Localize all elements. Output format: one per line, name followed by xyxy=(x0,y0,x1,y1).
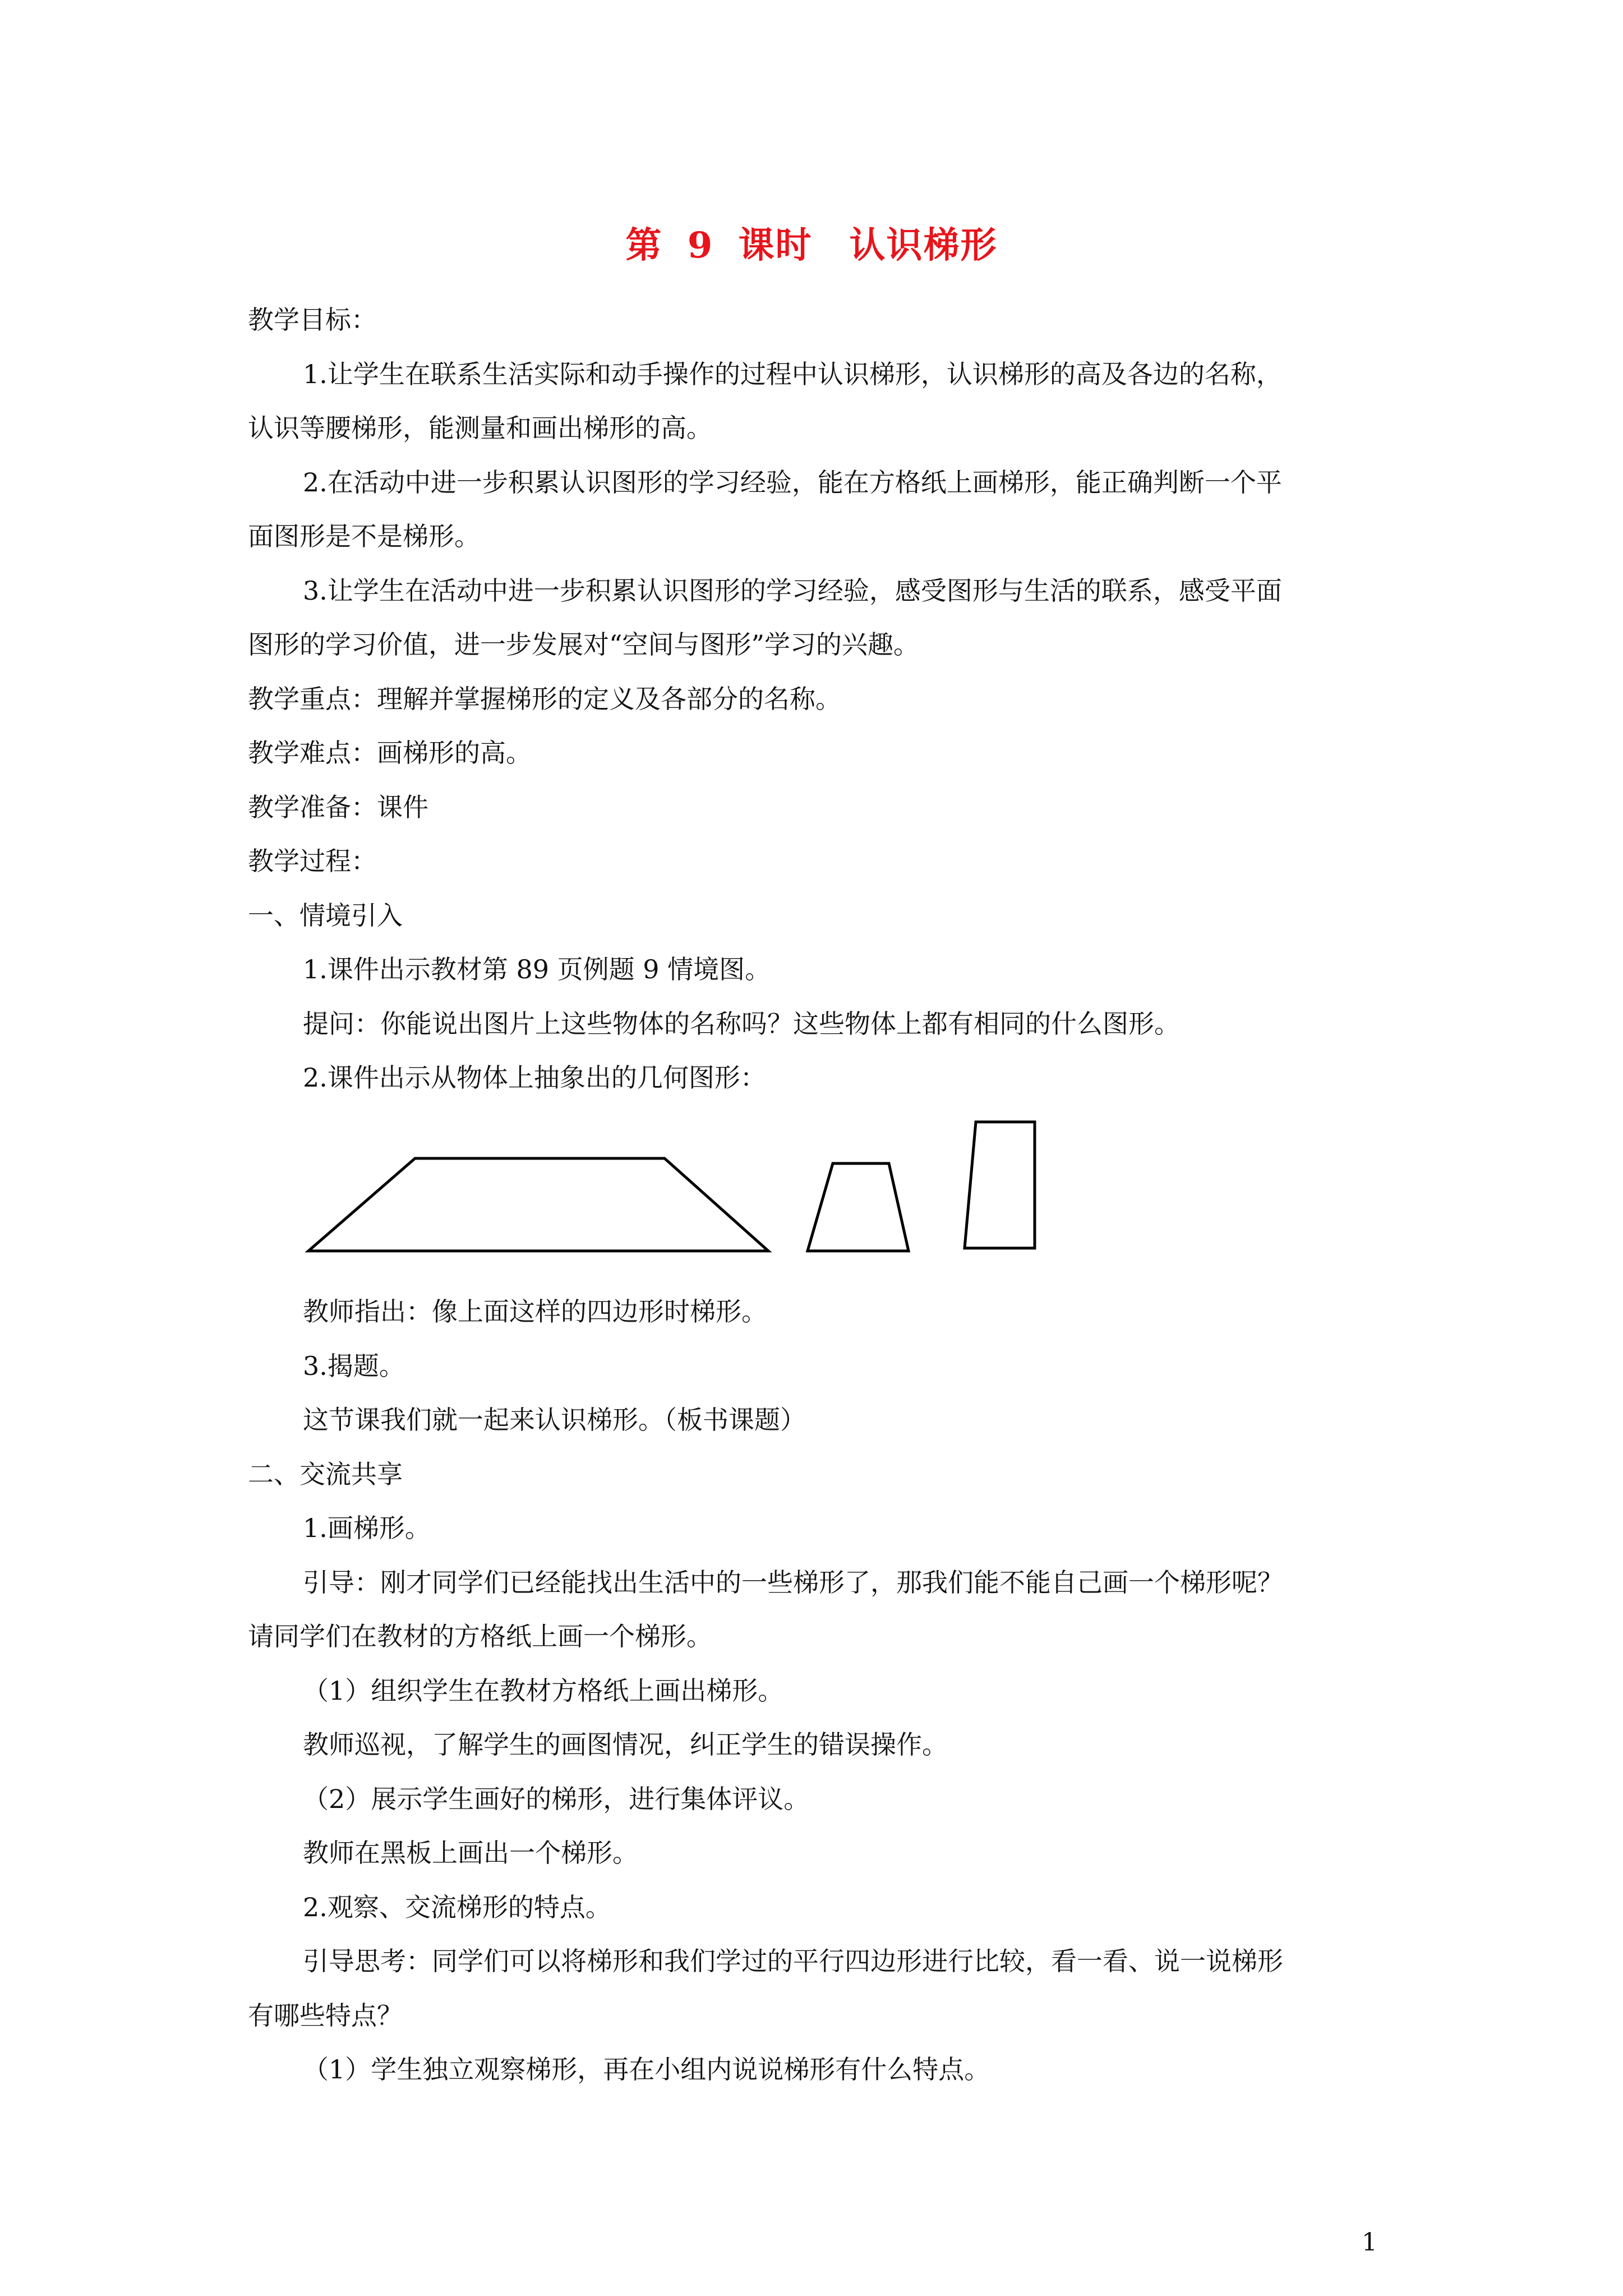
guide-line-1: 引导：刚才同学们已经能找出生活中的一些梯形了，那我们能不能自己画一个梯形呢？ xyxy=(303,1567,1283,1598)
guide-line-2: 请同学们在教材的方格纸上画一个梯形。 xyxy=(248,1621,712,1651)
objectives-heading: 教学目标： xyxy=(248,305,377,335)
guide-think-line-2: 有哪些特点？ xyxy=(248,2000,403,2031)
objective-3-line-1: 3.让学生在活动中进一步积累认识图形的学习经验，感受图形与生活的联系，感受平面 xyxy=(303,576,1282,606)
lesson-title: 第 9 课时 认识梯形 xyxy=(625,224,998,266)
question-text: 提问：你能说出图片上这些物体的名称吗？这些物体上都有相同的什么图形。 xyxy=(303,1009,1180,1039)
guide-think-line-1: 引导思考：同学们可以将梯形和我们学过的平行四边形进行比较，看一看、说一说梯形 xyxy=(303,1946,1283,1976)
substep-1: （1）组织学生在教材方格纸上画出梯形。 xyxy=(303,1676,784,1706)
teacher-patrol: 教师巡视，了解学生的画图情况，纠正学生的错误操作。 xyxy=(303,1729,948,1760)
substep-observe: （1）学生独立观察梯形，再在小组内说说梯形有什么特点。 xyxy=(303,2054,990,2085)
preparation: 教学准备：课件 xyxy=(248,792,428,822)
objective-1-line-1: 1.让学生在联系生活实际和动手操作的过程中认识梯形，认识梯形的高及各边的名称， xyxy=(303,359,1282,389)
step-1-3: 3.揭题。 xyxy=(303,1351,405,1381)
objective-1-line-2: 认识等腰梯形，能测量和画出梯形的高。 xyxy=(248,413,712,443)
difficult-point: 教学难点：画梯形的高。 xyxy=(248,738,532,768)
step-1-2: 2.课件出示从物体上抽象出的几何图形： xyxy=(303,1062,766,1093)
key-point: 教学重点：理解并掌握梯形的定义及各部分的名称。 xyxy=(248,684,841,714)
trapezoid-small xyxy=(808,1163,909,1251)
objective-3-line-2: 图形的学习价值，进一步发展对“空间与图形”学习的兴趣。 xyxy=(248,629,920,660)
intro-text: 这节课我们就一起来认识梯形。（板书课题） xyxy=(303,1405,806,1435)
process-heading: 教学过程： xyxy=(248,846,377,876)
step-2-2: 2.观察、交流梯形的特点。 xyxy=(303,1892,611,1922)
page-number: 1 xyxy=(1362,2228,1377,2257)
objective-2-line-2: 面图形是不是梯形。 xyxy=(248,521,480,551)
step-1-1: 1.课件出示教材第 89 页例题 9 情境图。 xyxy=(303,954,771,984)
section-1-heading: 一、情境引入 xyxy=(248,900,403,931)
step-2-1: 1.画梯形。 xyxy=(303,1513,431,1543)
section-2-heading: 二、交流共享 xyxy=(248,1459,403,1489)
teacher-draw: 教师在黑板上画出一个梯形。 xyxy=(303,1838,638,1868)
objective-2-line-1: 2.在活动中进一步积累认识图形的学习经验，能在方格纸上画梯形，能正确判断一个平 xyxy=(303,467,1282,498)
trapezoid-right xyxy=(965,1122,1035,1248)
trapezoid-wide xyxy=(308,1158,768,1251)
teacher-note: 教师指出：像上面这样的四边形时梯形。 xyxy=(303,1296,767,1327)
substep-2: （2）展示学生画好的梯形，进行集体评议。 xyxy=(303,1784,810,1814)
trapezoid-figures xyxy=(303,1116,1088,1273)
